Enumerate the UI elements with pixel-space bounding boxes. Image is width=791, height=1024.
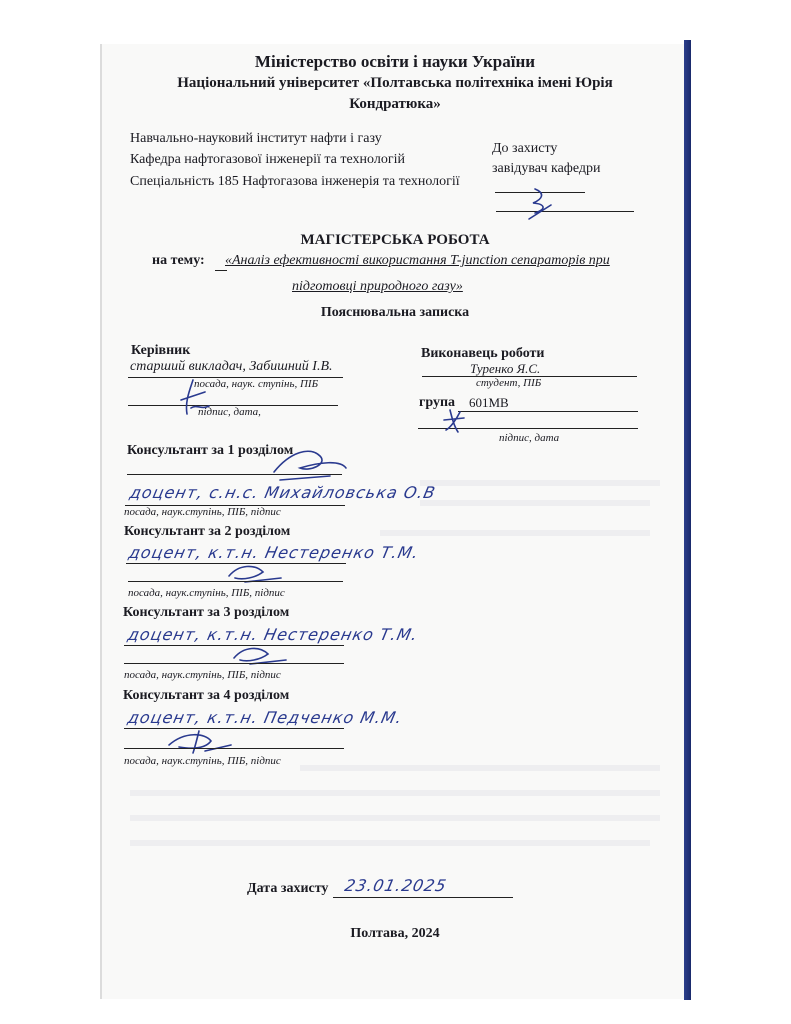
supervisor-heading: Керівник [131,343,191,358]
executor-name: Туренко Я.С. [470,361,541,376]
approval-head-label: завідувач кафедри [492,161,601,176]
approval-date-line [496,211,634,212]
bleed-through-text [130,815,660,821]
topic-underline-lead [215,270,227,271]
university-title-line1: Національний університет «Полтавська політехніка імені Юрія [177,75,613,91]
binding-edge [684,40,691,1000]
explanatory-note-title: Пояснювальна записка [320,305,470,320]
executor-caption: студент, ПІБ [476,377,542,389]
consultant-1-caption: посада, наук.ступінь, ПІБ, підпис [124,506,281,518]
consultant-3-handwritten: доцент, к.т.н. Нестеренко Т.М. [125,625,420,644]
topic-line1: «Аналіз ефективності використання T-junction сепараторів при [225,253,610,268]
consultant-1-heading: Консультант за 1 розділом [127,443,294,458]
supervisor-name: старший викладач, Забишний І.В. [130,359,333,374]
ministry-title: Міністерство освіти і науки України [254,52,536,71]
bleed-through-text [420,500,650,506]
consultant-2-heading: Консультант за 2 розділом [124,524,291,539]
bleed-through-text [130,790,660,796]
approval-label: До захисту [492,141,558,156]
group-label: група [419,395,456,410]
topic-label: на тему: [152,253,205,268]
bleed-through-text [380,530,650,536]
defense-date-line [333,897,513,898]
consultant-1-signature-line [127,474,342,475]
approval-signature [525,185,555,223]
consultant-3-signature [230,642,290,668]
consultant-4-caption: посада, наук.ступінь, ПІБ, підпис [124,755,281,767]
bleed-through-text [130,840,650,846]
city-year: Полтава, 2024 [350,926,440,941]
consultant-4-heading: Консультант за 4 розділом [123,688,290,703]
department-name: Кафедра нафтогазової інженерії та технологій [130,152,405,167]
consultant-4-signature-line [124,748,344,749]
executor-sign-caption: підпис, дата [499,432,560,444]
bleed-through-text [420,480,660,486]
consultant-3-heading: Консультант за 3 розділом [123,605,290,620]
executor-heading: Виконавець роботи [421,346,545,361]
specialty-name: Спеціальність 185 Нафтогазова інженерія та технології [130,174,460,189]
supervisor-sign-caption: підпис, дата, [198,406,261,418]
consultant-3-caption: посада, наук.ступінь, ПІБ, підпис [124,669,281,681]
supervisor-caption: посада, наук. ступінь, ПІБ [194,378,319,390]
work-type-title: МАГІСТЕРСЬКА РОБОТА [300,232,490,248]
institute-name: Навчально-науковий інститут нафти і газу [130,131,382,146]
defense-date-value: 23.01.2025 [342,876,449,895]
group-line [458,411,638,412]
consultant-4-handwritten: доцент, к.т.н. Педченко М.М. [125,708,405,727]
consultant-2-signature-line [128,581,343,582]
group-value: 601МВ [469,395,509,410]
consultant-2-handwritten: доцент, к.т.н. Нестеренко Т.М. [126,543,421,562]
consultant-3-signature-line [124,663,344,664]
consultant-4-signature [165,725,235,755]
executor-signature [440,408,470,434]
defense-date-label: Дата захисту [247,881,329,896]
topic-line2: підготовці природного газу» [292,279,463,294]
consultant-1-handwritten: доцент, с.н.с. Михайловська О.В [127,483,438,502]
consultant-2-signature [225,560,285,586]
university-title-line2: Кондратюка» [349,96,441,112]
consultant-2-caption: посада, наук.ступінь, ПІБ, підпис [128,587,285,599]
bleed-through-text [300,765,660,771]
consultant-1-signature [270,442,350,487]
